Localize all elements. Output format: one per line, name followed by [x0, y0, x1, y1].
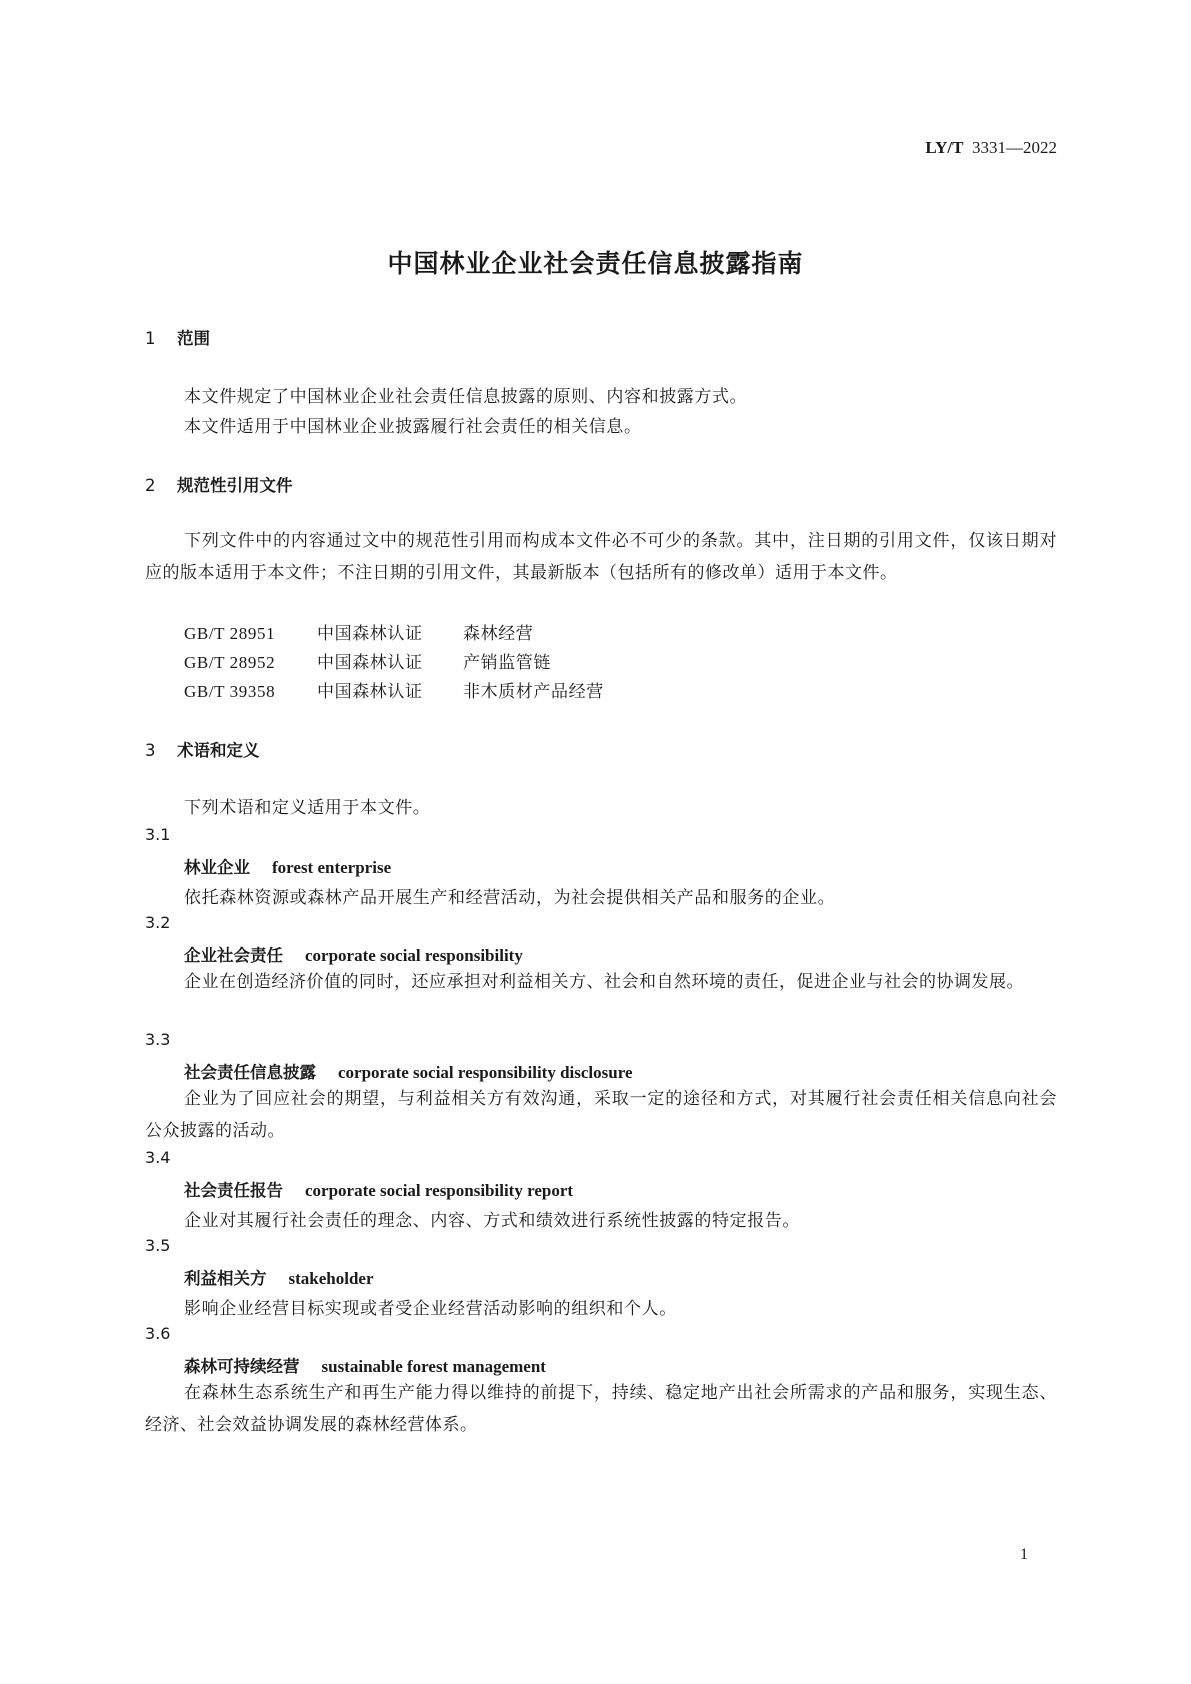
- term-definition: 依托森林资源或森林产品开展生产和经营活动，为社会提供相关产品和服务的企业。: [184, 888, 836, 908]
- term-chinese: 利益相关方: [184, 1269, 267, 1288]
- term-number: 3.1: [145, 825, 171, 844]
- page-number: 1: [1020, 1546, 1028, 1563]
- section-title: 术语和定义: [177, 741, 260, 760]
- reference-title: 森林经营: [463, 624, 534, 644]
- standard-code-header: [0, 138, 1057, 158]
- term-definition: 影响企业经营目标实现或者受企业经营活动影响的组织和个人。: [184, 1299, 677, 1319]
- section-title: 规范性引用文件: [177, 476, 293, 495]
- term-heading: [184, 1353, 546, 1377]
- term-english: forest enterprise: [272, 858, 392, 877]
- reference-item: [184, 619, 533, 644]
- section-2-heading: [145, 472, 293, 496]
- reference-item: [184, 677, 604, 702]
- term-definition: 在森林生态系统生产和再生产能力得以维持的前提下，持续、稳定地产出社会所需求的产品和服务，实现生态、经济、社会效益协调发展的森林经营体系。: [145, 1383, 1057, 1435]
- document-title: 中国林业企业社会责任信息披露指南: [387, 249, 804, 278]
- term-english: sustainable forest management: [321, 1357, 546, 1376]
- section-number: 3: [145, 741, 156, 760]
- term-chinese: 社会责任信息披露: [184, 1063, 316, 1082]
- term-number: 3.3: [145, 1030, 171, 1049]
- reference-title: 产销监管链: [463, 653, 551, 673]
- term-heading: [184, 1177, 573, 1201]
- section-number: 1: [145, 329, 156, 348]
- section-title: 范围: [177, 329, 210, 348]
- reference-code: GB/T 28952: [184, 653, 276, 672]
- reference-code: GB/T 39358: [184, 682, 276, 701]
- term-chinese: 企业社会责任: [184, 946, 283, 965]
- term-chinese: 林业企业: [184, 858, 250, 877]
- term-heading: [184, 854, 391, 878]
- normative-references-paragraph: 下列文件中的内容通过文中的规范性引用而构成本文件必不可少的条款。其中，注日期的引用文件，仅该日期对应的版本适用于本文件；不注日期的引用文件，其最新版本（包括所有的修改单）适用于本文件。: [145, 531, 1057, 583]
- reference-org: 中国森林认证: [317, 624, 423, 644]
- term-number: 3.6: [145, 1324, 171, 1343]
- reference-code: GB/T 28951: [184, 624, 276, 643]
- term-heading: [184, 1265, 374, 1289]
- reference-title: 非木质材产品经营: [463, 682, 604, 702]
- term-definition: 企业在创造经济价值的同时，还应承担对利益相关方、社会和自然环境的责任，促进企业与社会的协调发展。: [184, 972, 1024, 992]
- term-number: 3.4: [145, 1148, 171, 1167]
- term-definition: 企业对其履行社会责任的理念、内容、方式和绩效进行系统性披露的特定报告。: [184, 1211, 800, 1231]
- section-number: 2: [145, 476, 156, 495]
- term-english: stakeholder: [288, 1269, 374, 1288]
- term-number: 3.5: [145, 1236, 171, 1255]
- reference-org: 中国森林认证: [317, 653, 423, 673]
- terms-intro: 下列术语和定义适用于本文件。: [184, 798, 431, 818]
- term-definition: 企业为了回应社会的期望，与利益相关方有效沟通，采取一定的途径和方式，对其履行社会责任相关信息向社会公众披露的活动。: [145, 1089, 1057, 1141]
- reference-item: [184, 648, 551, 673]
- standard-number: 3331—2022: [972, 138, 1057, 157]
- term-chinese: 森林可持续经营: [184, 1357, 300, 1376]
- term-number: 3.2: [145, 913, 171, 932]
- term-heading: [184, 942, 523, 966]
- term-heading: [184, 1059, 633, 1083]
- scope-paragraph-1: 本文件规定了中国林业企业社会责任信息披露的原则、内容和披露方式。: [184, 387, 748, 407]
- term-english: corporate social responsibility report: [305, 1181, 574, 1200]
- term-english: corporate social responsibility disclosure: [338, 1063, 633, 1082]
- term-chinese: 社会责任报告: [184, 1181, 283, 1200]
- scope-paragraph-2: 本文件适用于中国林业企业披露履行社会责任的相关信息。: [184, 417, 642, 437]
- reference-org: 中国森林认证: [317, 682, 423, 702]
- standard-prefix: LY/T: [925, 138, 964, 157]
- section-1-heading: [145, 325, 210, 349]
- term-english: corporate social responsibility: [305, 946, 523, 965]
- section-3-heading: [145, 737, 260, 761]
